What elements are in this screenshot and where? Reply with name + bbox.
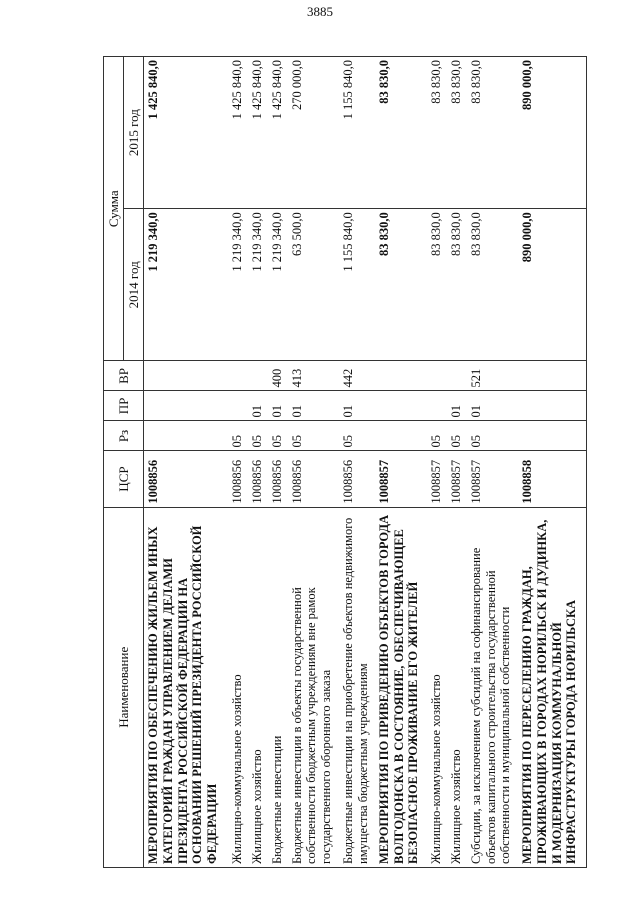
table-row [288,57,340,868]
row-pr: 01 [268,391,288,421]
row-csr: 1008856 [228,451,248,507]
row-vr [427,361,447,391]
header-csr: ЦСР [104,451,144,507]
row-csr: 1008856 [339,451,375,507]
table-row [144,57,228,868]
row-rz: 05 [248,421,268,451]
row-name: Субсидии, за исключением субсидий на софинансирование объектов капитального строительства государственной собственности и муниципальной собственности [467,507,519,867]
row-rz [518,421,586,451]
row-vr [248,361,268,391]
row-sum-2015: 83 830,0 [447,57,467,209]
row-rz: 05 [427,421,447,451]
table-row [427,57,447,868]
table-row [339,57,375,868]
table-body [144,57,587,868]
row-name: Бюджетные инвестиции в объекты государственной собственности бюджетным учреждениям вне рамок государственного оборонного заказа [288,507,340,867]
row-sum-2014: 83 830,0 [427,209,447,361]
row-name: Жилищное хозяйство [447,507,467,867]
table-row [375,57,427,868]
row-sum-2015: 83 830,0 [427,57,447,209]
row-sum-2015: 1 155 840,0 [339,57,375,209]
table-row [447,57,467,868]
row-sum-2014: 1 219 340,0 [144,209,228,361]
row-pr [427,391,447,421]
row-sum-2015: 270 000,0 [288,57,340,209]
row-vr: 400 [268,361,288,391]
row-rz: 05 [467,421,519,451]
table-header [104,57,144,868]
page-number: 3885 [307,4,333,19]
row-name: Жилищное хозяйство [248,507,268,867]
row-pr [144,391,228,421]
row-vr [518,361,586,391]
row-sum-2015: 1 425 840,0 [248,57,268,209]
row-name: Жилищно-коммунальное хозяйство [427,507,447,867]
rotated-page-content [103,56,587,868]
row-sum-2015: 1 425 840,0 [268,57,288,209]
row-name: МЕРОПРИЯТИЯ ПО ПРИВЕДЕНИЮ ОБЪЕКТОВ ГОРОДА ВОЛГОДОНСКА В СОСТОЯНИЕ, ОБЕСПЕЧИВАЮЩЕЕ БЕЗОПАСНОЕ ПРОЖИВАНИЕ ЕГО ЖИТЕЛЕЙ [375,507,427,867]
row-csr: 1008856 [144,451,228,507]
row-csr: 1008857 [375,451,427,507]
row-csr: 1008856 [288,451,340,507]
header-year-2015: 2015 год [124,57,144,209]
row-name: МЕРОПРИЯТИЯ ПО ПЕРЕСЕЛЕНИЮ ГРАЖДАН, ПРОЖИВАЮЩИХ В ГОРОДАХ НОРИЛЬСК И ДУДИНКА, И МОДЕРНИЗАЦИЯ КОММУНАЛЬНОЙ ИНФРАСТРУКТУРЫ ГОРОДА НОРИЛЬСКА [518,507,586,867]
row-sum-2014: 63 500,0 [288,209,340,361]
row-sum-2014: 83 830,0 [375,209,427,361]
row-pr: 01 [339,391,375,421]
row-sum-2014: 1 155 840,0 [339,209,375,361]
row-vr [447,361,467,391]
row-rz: 05 [228,421,248,451]
table-row [248,57,268,868]
row-sum-2014: 1 219 340,0 [248,209,268,361]
row-csr: 1008856 [248,451,268,507]
row-vr: 413 [288,361,340,391]
table-row [268,57,288,868]
row-pr: 01 [248,391,268,421]
row-pr [518,391,586,421]
header-name: Наименование [104,507,144,867]
row-sum-2015: 1 425 840,0 [228,57,248,209]
row-pr [375,391,427,421]
row-sum-2015: 83 830,0 [375,57,427,209]
row-pr [228,391,248,421]
budget-table [103,56,587,868]
row-rz: 05 [447,421,467,451]
header-rz: Рз [104,421,144,451]
header-pr: ПР [104,391,144,421]
table-row [467,57,519,868]
table-row [518,57,586,868]
row-name: Бюджетные инвестиции на приобретение объектов недвижимого имущества бюджетным учреждениям [339,507,375,867]
row-sum-2015: 890 000,0 [518,57,586,209]
row-csr: 1008857 [427,451,447,507]
row-vr [144,361,228,391]
header-sum: Сумма [104,57,124,361]
header-year-2014: 2014 год [124,209,144,361]
row-rz: 05 [339,421,375,451]
row-vr [228,361,248,391]
row-rz: 05 [268,421,288,451]
row-csr: 1008857 [447,451,467,507]
header-vr: ВР [104,361,144,391]
row-sum-2014: 83 830,0 [467,209,519,361]
row-sum-2014: 1 219 340,0 [268,209,288,361]
row-vr: 442 [339,361,375,391]
row-sum-2014: 83 830,0 [447,209,467,361]
row-sum-2014: 1 219 340,0 [228,209,248,361]
row-pr: 01 [467,391,519,421]
row-csr: 1008856 [268,451,288,507]
row-sum-2015: 83 830,0 [467,57,519,209]
row-csr: 1008857 [467,451,519,507]
row-rz [144,421,228,451]
row-sum-2015: 1 425 840,0 [144,57,228,209]
row-rz [375,421,427,451]
row-vr: 521 [467,361,519,391]
row-csr: 1008858 [518,451,586,507]
row-name: Бюджетные инвестиции [268,507,288,867]
row-sum-2014: 890 000,0 [518,209,586,361]
table-row [228,57,248,868]
row-rz: 05 [288,421,340,451]
row-name: Жилищно-коммунальное хозяйство [228,507,248,867]
row-pr: 01 [447,391,467,421]
row-pr: 01 [288,391,340,421]
row-vr [375,361,427,391]
row-name: МЕРОПРИЯТИЯ ПО ОБЕСПЕЧЕНИЮ ЖИЛЬЕМ ИНЫХ КАТЕГОРИЙ ГРАЖДАН УПРАВЛЕНИЕМ ДЕЛАМИ ПРЕЗИДЕНТА РОССИЙСКОЙ ФЕДЕРАЦИИ НА ОСНОВАНИИ РЕШЕНИЙ ПРЕЗИДЕНТА РОССИЙСКОЙ ФЕДЕРАЦИИ [144,507,228,867]
